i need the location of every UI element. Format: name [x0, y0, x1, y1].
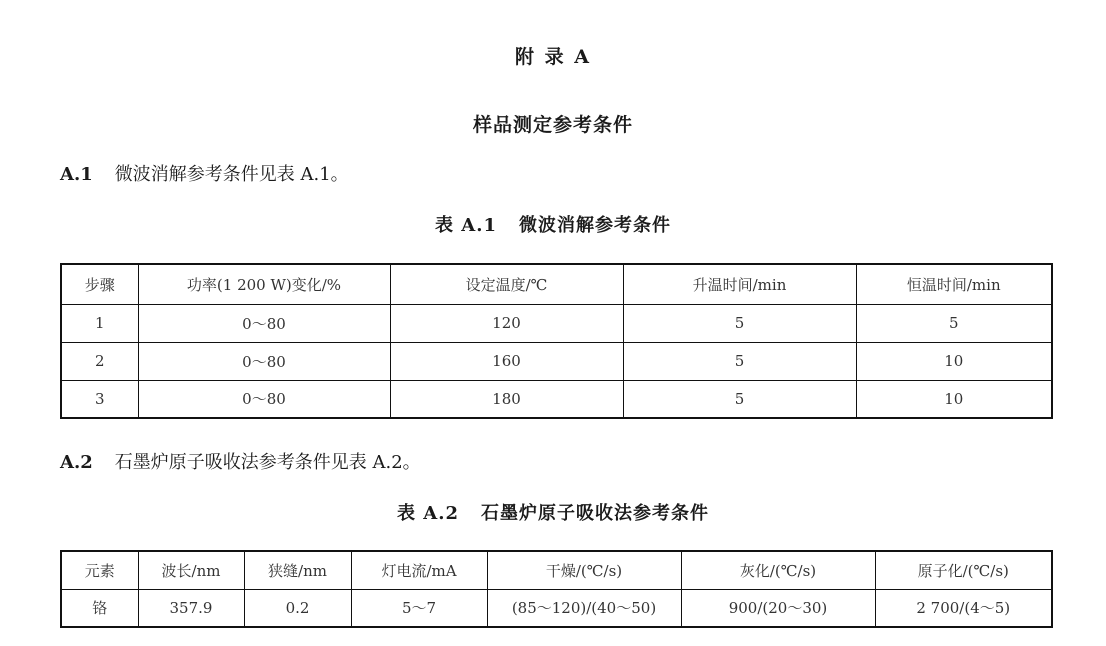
table-cell: 0～80: [138, 380, 390, 418]
table-cell: 900/(20～30): [681, 589, 875, 627]
table-cell: 160: [390, 342, 623, 380]
clause-number: A.2: [60, 452, 93, 473]
table2-caption: [0, 499, 1106, 525]
table-cell: 180: [390, 380, 623, 418]
table-cell: 0～80: [138, 342, 390, 380]
table1-caption-text: 微波消解参考条件: [519, 215, 672, 236]
table-cell: 5: [623, 304, 856, 342]
table-cell: 0.2: [244, 589, 351, 627]
table-header-cell: 步骤: [61, 264, 138, 304]
table-header-cell: 波长/nm: [138, 551, 244, 589]
table-cell: 10: [856, 380, 1052, 418]
table2-caption-text: 石墨炉原子吸收法参考条件: [481, 503, 710, 524]
table-row: [61, 342, 1052, 380]
table-header-cell: 原子化/(℃/s): [875, 551, 1052, 589]
table-cell: 0～80: [138, 304, 390, 342]
table-cell: 5～7: [351, 589, 487, 627]
table2-caption-number: 表 A.2: [396, 503, 460, 524]
clause-text: 石墨炉原子吸收法参考条件见表 A.2。: [114, 452, 421, 473]
table-header-cell: 灯电流/mA: [351, 551, 487, 589]
table-header-cell: 功率(1 200 W)变化/%: [138, 264, 390, 304]
table-row: [61, 380, 1052, 418]
table-cell: 铬: [61, 589, 138, 627]
table-cell: 1: [61, 304, 138, 342]
table-header-cell: 恒温时间/min: [856, 264, 1052, 304]
table-a2: [60, 550, 1053, 628]
table-cell: 357.9: [138, 589, 244, 627]
table1-caption-number: 表 A.1: [434, 215, 498, 236]
clause-a1: [60, 160, 349, 186]
table-header-row: [61, 264, 1052, 304]
table-cell: (85～120)/(40～50): [487, 589, 681, 627]
clause-number: A.1: [60, 164, 93, 185]
table-header-cell: 升温时间/min: [623, 264, 856, 304]
table-cell: 2: [61, 342, 138, 380]
table-header-row: [61, 551, 1052, 589]
table-header-cell: 元素: [61, 551, 138, 589]
table-header-cell: 干燥/(℃/s): [487, 551, 681, 589]
clause-text: 微波消解参考条件见表 A.1。: [114, 164, 349, 185]
table-cell: 5: [623, 380, 856, 418]
clause-a2: [60, 448, 421, 474]
table-cell: 3: [61, 380, 138, 418]
appendix-title: 样品测定参考条件: [472, 114, 633, 136]
table-cell: 5: [856, 304, 1052, 342]
table-header-cell: 狭缝/nm: [244, 551, 351, 589]
table1-caption: [0, 211, 1106, 237]
table-cell: 2 700/(4～5): [875, 589, 1052, 627]
table-cell: 10: [856, 342, 1052, 380]
table-a1: [60, 263, 1053, 419]
table-header-cell: 设定温度/℃: [390, 264, 623, 304]
table-cell: 120: [390, 304, 623, 342]
table-cell: 5: [623, 342, 856, 380]
appendix-heading: 附 录 A: [515, 46, 591, 68]
table-header-cell: 灰化/(℃/s): [681, 551, 875, 589]
table-row: [61, 304, 1052, 342]
table-row: [61, 589, 1052, 627]
